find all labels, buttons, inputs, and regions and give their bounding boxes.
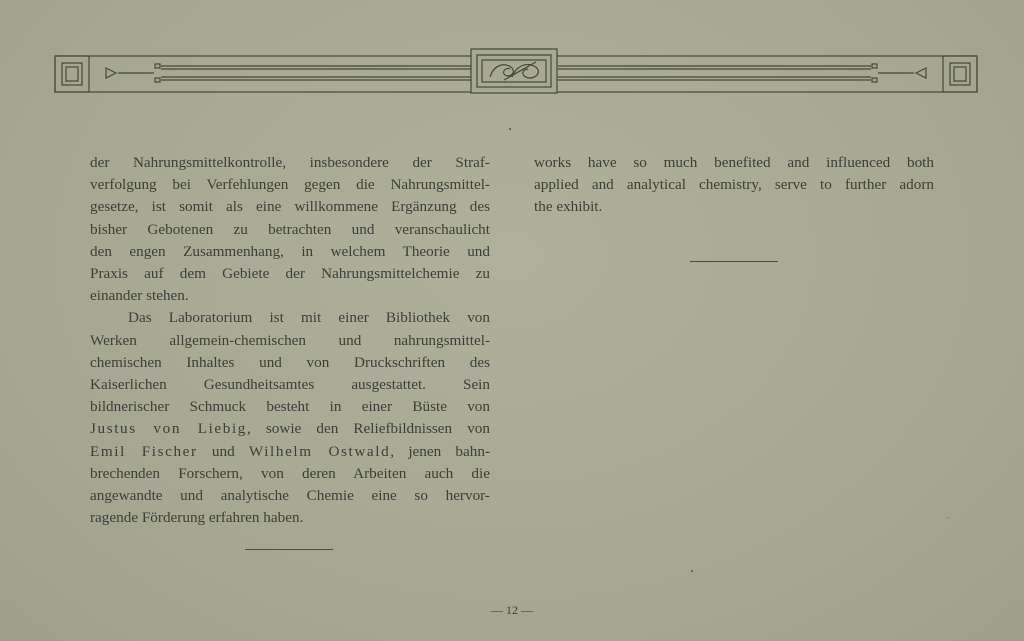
text-line: applied and analytical chemistry, serve to further adorn (534, 176, 934, 194)
text-line: ragende Förderung erfahren haben. (90, 509, 304, 527)
text-line (90, 418, 490, 440)
paper-speck (947, 517, 948, 518)
header-ornament (54, 48, 978, 94)
text-line: verfolgung bei Verfehlungen gegen die Nahrungsmittel- (90, 176, 490, 194)
text-line: Kaiserlichen Gesundheitsamtes ausgestattet. Sein (90, 376, 490, 394)
person-name: Wilhelm Ostwald (248, 442, 391, 460)
person-name: Emil Fischer (90, 442, 198, 460)
paper-speck (691, 570, 693, 572)
text-line: einander stehen. (90, 287, 189, 305)
text-line: Das Laboratorium ist mit einer Bibliothek von (128, 309, 490, 327)
page-number: — 12 — (491, 603, 533, 617)
text-line: Werken allgemein-chemischen und nahrungsmittel- (90, 331, 490, 349)
text-line: brechenden Forschern, von deren Arbeiten auch die (90, 464, 490, 482)
text-line: chemischen Inhaltes und von Druckschriften des (90, 353, 490, 371)
person-name: Justus von Liebig (90, 420, 247, 438)
paper-speck (509, 128, 511, 130)
text-fragment: , sowie den Reliefbildnissen von (246, 420, 490, 438)
text-line: angewandte und analytische Chemie eine so hervor- (90, 487, 490, 505)
section-divider (690, 261, 778, 262)
section-divider (245, 549, 333, 550)
text-line: bisher Gebotenen zu betrachten und veranschaulicht (90, 220, 490, 238)
text-fragment: und (197, 442, 249, 460)
text-line: Praxis auf dem Gebiete der Nahrungsmittelchemie zu (90, 265, 490, 283)
text-line: den engen Zusammenhang, in welchem Theorie und (90, 242, 490, 260)
text-line: gesetze, ist somit als eine willkommene Ergänzung des (90, 198, 490, 216)
text-line: bildnerischer Schmuck besteht in einer Büste von (90, 398, 490, 416)
right-column (534, 152, 934, 219)
text-line: the exhibit. (534, 198, 603, 216)
text-line: works have so much benefited and influenced both (534, 154, 934, 171)
text-line (90, 441, 490, 463)
text-fragment: , jenen bahn- (390, 442, 491, 460)
text-line: der Nahrungsmittelkontrolle, insbesondere der Straf- (90, 154, 490, 171)
left-column (90, 152, 490, 529)
